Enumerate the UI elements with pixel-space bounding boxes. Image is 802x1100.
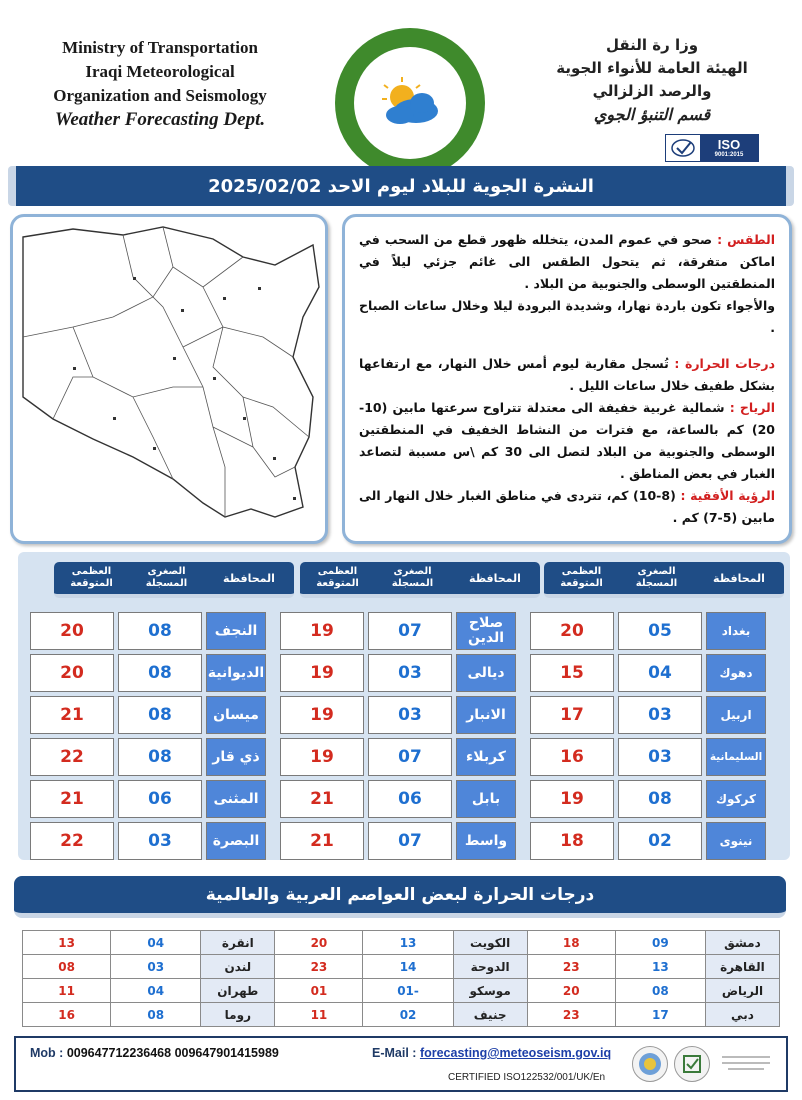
max-temp: 20 xyxy=(30,654,114,692)
table-row xyxy=(274,820,518,862)
province-name: ديالى xyxy=(456,654,516,692)
table-row xyxy=(524,736,768,778)
province-name: بابل xyxy=(456,780,516,818)
table-row xyxy=(274,610,518,652)
max-temp: 21 xyxy=(30,696,114,734)
mobile-numbers: 009647712236468 009647901415989 xyxy=(66,1046,279,1060)
city-name: الكويت xyxy=(453,931,527,955)
max-temp: 23 xyxy=(527,955,615,979)
table-row xyxy=(24,778,268,820)
weather-paragraph xyxy=(359,229,775,295)
min-temp: 08 xyxy=(118,738,202,776)
max-temp: 01 xyxy=(275,979,363,1003)
max-temp: 18 xyxy=(527,931,615,955)
forecast-text-box xyxy=(342,214,792,544)
footer-logos xyxy=(632,1046,776,1082)
max-temp: 20 xyxy=(275,931,363,955)
iso-badge xyxy=(665,134,759,162)
email-contact xyxy=(372,1046,611,1060)
max-temp: 23 xyxy=(275,955,363,979)
table-row xyxy=(23,979,780,1003)
city-name: موسكو xyxy=(453,979,527,1003)
org-name-en-1: Iraqi Meteorological xyxy=(85,62,235,81)
mobile-contact xyxy=(30,1046,279,1060)
province-group-2 xyxy=(274,610,518,862)
max-temp: 18 xyxy=(530,822,614,860)
province-group-3 xyxy=(24,610,268,862)
iso-label: ISO xyxy=(717,136,741,152)
max-temp: 20 xyxy=(527,979,615,1003)
iraq-map xyxy=(10,214,328,544)
ministry-name-ar: وزا رة النقل xyxy=(605,36,699,54)
province-name: ميسان xyxy=(206,696,266,734)
partner-logo-icon xyxy=(632,1046,668,1082)
max-temp: 21 xyxy=(280,822,364,860)
table-row xyxy=(274,778,518,820)
min-temp: 02 xyxy=(363,1003,453,1027)
min-temp: 14 xyxy=(363,955,453,979)
max-temp: 13 xyxy=(23,931,111,955)
check-icon xyxy=(670,138,696,158)
max-temp: 17 xyxy=(530,696,614,734)
province-group-1 xyxy=(524,610,768,862)
table-row xyxy=(23,1003,780,1027)
table-row xyxy=(24,610,268,652)
column-header-1 xyxy=(544,562,784,598)
org-name-ar-1: الهيئة العامة للأنواء الجوية xyxy=(556,59,748,77)
max-temp: 15 xyxy=(530,654,614,692)
min-temp: 02 xyxy=(618,822,702,860)
iso-sub: 9001:2015 xyxy=(714,151,744,158)
weather-label: الطقس : xyxy=(717,232,776,247)
email-label: E-Mail : xyxy=(372,1046,417,1060)
weather-paragraph-2: والأجواء تكون باردة نهارا، وشديدة البرودة ليلا وخلال ساعات الصباح . xyxy=(359,298,775,335)
header-max: العظمى المتوقعة xyxy=(70,566,113,589)
min-temp: 03 xyxy=(118,822,202,860)
province-temperature-table xyxy=(18,552,790,860)
min-temp: 06 xyxy=(368,780,452,818)
max-temp: 19 xyxy=(530,780,614,818)
header-province: المحافظة xyxy=(469,571,521,585)
city-name: لندن xyxy=(201,955,275,979)
header-min: الصغرى المسجلة xyxy=(145,566,188,589)
min-temp: 03 xyxy=(618,738,702,776)
table-row xyxy=(524,610,768,652)
city-name: جنيف xyxy=(453,1003,527,1027)
min-temp: 08 xyxy=(118,654,202,692)
header-max: العظمى المتوقعة xyxy=(560,566,603,589)
province-name: البصرة xyxy=(206,822,266,860)
province-name: اربيل xyxy=(706,696,766,734)
visibility-label: الرؤية الأفقية : xyxy=(680,488,775,503)
header-province: المحافظة xyxy=(223,571,275,585)
min-temp: 17 xyxy=(615,1003,705,1027)
max-temp: 19 xyxy=(280,696,364,734)
organization-logo xyxy=(335,28,485,178)
min-temp: 03 xyxy=(368,696,452,734)
max-temp: 16 xyxy=(530,738,614,776)
max-temp: 19 xyxy=(280,738,364,776)
header-province: المحافظة xyxy=(713,571,765,585)
certification-logo-icon xyxy=(674,1046,710,1082)
min-temp: 08 xyxy=(111,1003,201,1027)
min-temp: 03 xyxy=(111,955,201,979)
table-row xyxy=(24,736,268,778)
certification-text: CERTIFIED ISO122532/001/UK/En xyxy=(448,1072,606,1083)
visibility-text: (8-10) كم، تتردى في مناطق الغبار خلال النهار الى مابين (5-7) كم . xyxy=(359,488,775,525)
min-temp: 04 xyxy=(111,979,201,1003)
temperature-paragraph xyxy=(359,353,775,397)
min-temp: 13 xyxy=(363,931,453,955)
max-temp: 19 xyxy=(280,654,364,692)
max-temp: 22 xyxy=(30,822,114,860)
city-name: دمشق xyxy=(705,931,779,955)
bulletin-title-bar xyxy=(8,166,794,206)
ministry-name-en: Ministry of Transportation xyxy=(62,38,258,57)
weather-text: صحو في عموم المدن، يتخلله ظهور قطع من السحب في اماكن متفرقة، ثم يتحول الطقس الى غائم جزئي ليلاً في المنطقتين الوسطى والجنوبية من البلاد . xyxy=(359,232,775,291)
max-temp: 21 xyxy=(30,780,114,818)
max-temp: 08 xyxy=(23,955,111,979)
min-temp: 03 xyxy=(618,696,702,734)
city-name: الدوحة xyxy=(453,955,527,979)
min-temp: 05 xyxy=(618,612,702,650)
sun-cloud-icon xyxy=(370,73,450,133)
province-name: كركوك xyxy=(706,780,766,818)
province-name: بغداد xyxy=(706,612,766,650)
header-max: العظمى المتوقعة xyxy=(316,566,359,589)
certifier-logo-icon xyxy=(716,1046,776,1082)
province-name: الانبار xyxy=(456,696,516,734)
max-temp: 20 xyxy=(30,612,114,650)
min-temp: 06 xyxy=(118,780,202,818)
min-temp: 08 xyxy=(615,979,705,1003)
table-row xyxy=(274,736,518,778)
city-name: الرياض xyxy=(705,979,779,1003)
max-temp: 16 xyxy=(23,1003,111,1027)
province-name: واسط xyxy=(456,822,516,860)
column-header-2 xyxy=(300,562,540,598)
visibility-paragraph xyxy=(359,485,775,529)
mobile-label: Mob : xyxy=(30,1046,64,1060)
max-temp: 23 xyxy=(527,1003,615,1027)
min-temp: 13 xyxy=(615,955,705,979)
province-name: صلاح الدين xyxy=(456,612,516,650)
table-row xyxy=(524,694,768,736)
province-name: دهوك xyxy=(706,654,766,692)
province-name: ذي قار xyxy=(206,738,266,776)
capitals-table xyxy=(22,930,780,1027)
table-row xyxy=(274,694,518,736)
province-name: نينوى xyxy=(706,822,766,860)
header-arabic xyxy=(542,34,762,126)
min-temp: 08 xyxy=(118,612,202,650)
city-name: القاهرة xyxy=(705,955,779,979)
capitals-title-bar xyxy=(14,876,786,918)
temperature-label: درجات الحرارة : xyxy=(674,356,776,371)
map-outline-icon xyxy=(13,217,325,541)
org-name-ar-2: والرصد الزلزالي xyxy=(592,82,712,100)
min-temp: 04 xyxy=(618,654,702,692)
province-name: النجف xyxy=(206,612,266,650)
min-temp: 07 xyxy=(368,822,452,860)
table-row xyxy=(23,955,780,979)
max-temp: 20 xyxy=(530,612,614,650)
table-row xyxy=(274,652,518,694)
max-temp: 21 xyxy=(280,780,364,818)
bulletin-title: النشرة الجوية للبلاد ليوم الاحد 2025/02/02 xyxy=(208,175,594,197)
city-name: طهران xyxy=(201,979,275,1003)
header-english xyxy=(20,36,300,132)
column-header-3 xyxy=(54,562,294,598)
table-row xyxy=(524,820,768,862)
header-min: الصغرى المسجلة xyxy=(391,566,434,589)
min-temp: 03 xyxy=(368,654,452,692)
min-temp: 08 xyxy=(118,696,202,734)
org-name-en-2: Organization and Seismology xyxy=(53,86,267,105)
dept-name-ar: قسم التنبؤ الجوي xyxy=(593,105,711,124)
table-row xyxy=(524,652,768,694)
province-name: كربلاء xyxy=(456,738,516,776)
footer-contact xyxy=(14,1036,788,1092)
min-temp: 07 xyxy=(368,612,452,650)
province-name: الديوانية xyxy=(206,654,266,692)
email-link[interactable]: forecasting@meteoseism.gov.iq xyxy=(419,1046,612,1060)
min-temp: 07 xyxy=(368,738,452,776)
province-name: المثنى xyxy=(206,780,266,818)
city-name: انقرة xyxy=(201,931,275,955)
city-name: دبي xyxy=(705,1003,779,1027)
min-temp: 04 xyxy=(111,931,201,955)
header-min: الصغرى المسجلة xyxy=(635,566,678,589)
min-temp: -01 xyxy=(363,979,453,1003)
min-temp: 08 xyxy=(618,780,702,818)
wind-text: شمالية غربية خفيفة الى معتدلة تتراوح سرعتها مابين (10-20) كم بالساعة، مع فترات من النشاط الخفيف في المنطقتين الوسطى والجنوبية من البلاد لتصل الى 30 كم \س مسببة لتصاعد الغبار في بعض المناطق . xyxy=(359,400,776,481)
table-row xyxy=(23,931,780,955)
max-temp: 22 xyxy=(30,738,114,776)
table-row xyxy=(24,694,268,736)
table-row xyxy=(24,652,268,694)
wind-paragraph xyxy=(359,397,775,485)
table-row xyxy=(24,820,268,862)
max-temp: 11 xyxy=(23,979,111,1003)
max-temp: 11 xyxy=(275,1003,363,1027)
wind-label: الرياح : xyxy=(729,400,775,415)
min-temp: 09 xyxy=(615,931,705,955)
temperature-text: تُسجل مقاربة ليوم أمس خلال النهار، مع ارتفاعها بشكل طفيف خلال ساعات الليل . xyxy=(359,356,775,393)
city-name: روما xyxy=(201,1003,275,1027)
max-temp: 19 xyxy=(280,612,364,650)
capitals-title: درجات الحرارة لبعض العواصم العربية والعالمية xyxy=(205,884,595,905)
table-row xyxy=(524,778,768,820)
province-name: السليمانية xyxy=(706,738,766,776)
dept-name-en: Weather Forecasting Dept. xyxy=(54,109,266,130)
